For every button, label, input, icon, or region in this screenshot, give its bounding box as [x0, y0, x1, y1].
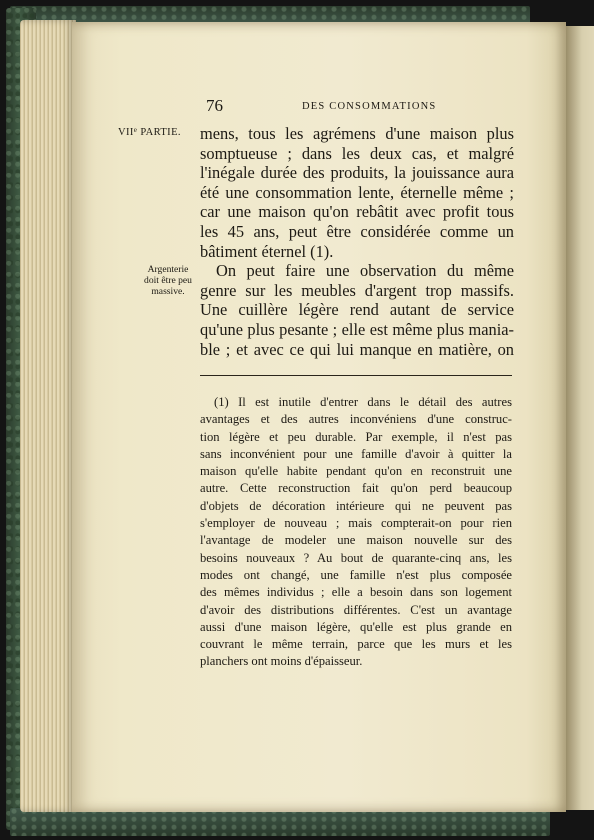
- footnote-line: autre. Cette reconstruction fait qu'on perd beaucoup: [200, 481, 512, 496]
- footnote-rule: [200, 375, 512, 376]
- footnote-line: avantages et des autres inconvéniens d'une construc-: [200, 412, 512, 427]
- footnote-line: d'objets de décoration intérieure qui ne peuvent pas: [200, 498, 512, 513]
- page-header: [206, 96, 526, 118]
- body-line: ble ; et avec ce qui lui manque en matière, on: [200, 339, 514, 359]
- body-line: l'inégale durée des produits, la jouissance aura: [200, 163, 514, 183]
- footnote-line: (1) Il est inutile d'entrer dans le détail des autres: [214, 395, 512, 409]
- body-line: mens, tous les agrémens d'une maison plus: [200, 124, 514, 143]
- footnote-line: planchers ont moins d'épaisseur.: [200, 654, 363, 669]
- body-line: somptueuse ; dans les deux cas, et malgré: [200, 143, 514, 163]
- footnote: [200, 394, 512, 671]
- footnote-line: couvrant le même terrain, parce que les murs et les: [200, 637, 512, 652]
- body-line: été une consommation lente, éternelle même ;: [200, 182, 514, 202]
- bleed-through-ghost: [270, 378, 274, 394]
- footnote-line: des mêmes individus ; elle a besoin dans son logement: [200, 585, 512, 600]
- facing-page-edge: [566, 26, 594, 810]
- footnote-line: s'employer de nouveau ; mais compterait-on pour rien: [200, 516, 512, 531]
- marbled-cover-bottom: [10, 808, 550, 836]
- body-line: les 45 ans, peut être considérée comme un: [200, 221, 514, 241]
- body-text: [200, 124, 514, 359]
- body-line: bâtiment éternel (1).: [200, 241, 334, 261]
- margin-note-line: Argenterie: [147, 264, 189, 275]
- footnote-line: maison qu'elle habite pendant qu'on en reconstruit une: [200, 464, 512, 479]
- body-line: qu'une plus pesante ; elle est même plus mania-: [200, 319, 514, 339]
- footnote-line: modes ont changé, une famille n'est plus composée: [200, 567, 512, 582]
- margin-note-line: massive.: [151, 286, 185, 297]
- footnote-line: aussi d'une maison légère, qu'elle est plus grande en: [200, 619, 512, 634]
- body-line: On peut faire une observation du même: [216, 261, 514, 281]
- bleed-through-ghost: [266, 360, 270, 376]
- page-edges: [20, 20, 76, 812]
- part-superscript: e: [133, 126, 138, 134]
- margin-note: [136, 264, 200, 297]
- footnote-line: sans inconvénient pour une famille d'avoir à quitter la: [200, 446, 512, 461]
- part-word: PARTIE.: [137, 127, 181, 138]
- running-head: DES CONSOMMATIONS: [302, 101, 437, 112]
- footnote-line: besoins nouveaux ? Au bout de quarante-cinq ans, les: [200, 550, 512, 565]
- page-number: 76: [206, 96, 223, 115]
- margin-note-line: doit être peu: [144, 275, 192, 286]
- body-line: car une maison qu'on rebâtit avec profit tous: [200, 202, 514, 222]
- footnote-line: d'avoir des distributions différentes. C'est un avantage: [200, 602, 512, 617]
- part-number: VII: [118, 127, 134, 138]
- body-line: Une cuillère légère rend autant de service: [200, 300, 514, 320]
- footnote-line: tion légère et peu durable. Par exemple, il n'est pas: [200, 429, 512, 444]
- margin-part-label: [118, 126, 181, 138]
- footnote-line: l'avantage de modeler une maison nouvelle sur des: [200, 533, 512, 548]
- body-line: genre sur les meubles d'argent trop massifs.: [200, 280, 514, 300]
